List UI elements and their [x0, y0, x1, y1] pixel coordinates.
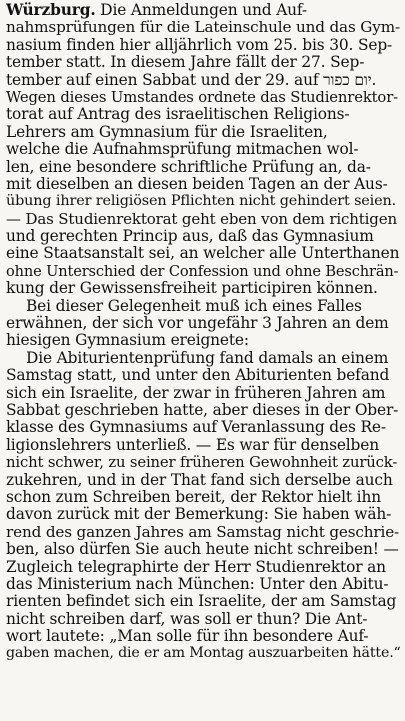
article-line: torat auf Antrag des israelitischen Religions- — [6, 106, 350, 124]
article-line: ohne Unterschied der Confession und ohne Beschrän- — [6, 262, 399, 280]
article-line: und gerechten Princip aus, daß das Gymnasium — [6, 228, 374, 246]
article-line: ben, also dürfen Sie auch heute nicht schreiben! — — [6, 541, 399, 559]
article-line: Samstag statt, und unter den Abiturienten befand — [6, 367, 390, 385]
article-line: Zugleich telegraphirte der Herr Studienrektor an — [6, 558, 386, 576]
article-line: schon zum Schreiben bereit, der Rektor hielt ihn — [6, 488, 381, 506]
article-line: Sabbat geschrieben hatte, aber dieses in der Ober- — [6, 401, 399, 419]
article-line: wort lautete: „Man solle für ihn besondere Auf- — [6, 628, 369, 646]
article-line: gaben machen, die er am Montag auszuarbeiten hätte.“ — [6, 645, 401, 662]
article-column — [6, 2, 401, 663]
article-line: zukehren, und in der That fand sich derselbe auch — [6, 471, 393, 489]
article-line: mit dieselben an diesen beiden Tagen an der Aus- — [6, 175, 388, 193]
article-line: Bei dieser Gelegenheit muß ich eines Falles — [26, 297, 362, 315]
article-line: nicht schwer, zu seiner früheren Gewohnheit zurück- — [6, 454, 398, 472]
article-line: erwähnen, der sich vor ungefähr 3 Jahren an dem — [6, 315, 389, 333]
article-line: hiesigen Gymnasium ereignete: — [6, 332, 249, 350]
article-line: davon zurück mit der Bemerkung: Sie haben wäh- — [6, 506, 392, 524]
article-line — [6, 2, 401, 19]
article-line: das Ministerium nach München: Unter den Abitu- — [6, 575, 389, 593]
article-line: len, eine besondere schriftliche Prüfung an, da- — [6, 158, 371, 176]
article-line: sich ein Israelite, der zwar in früheren Jahren am — [6, 384, 386, 402]
article-line: Lehrers am Gymnasium für die Israeliten, — [6, 123, 328, 141]
article-line: klasse des Gymnasiums auf Veranlassung des Re- — [6, 419, 386, 437]
dateline-rest: Die Anmeldungen und Auf- — [95, 2, 307, 19]
article-line: Wegen dieses Umstandes ordnete das Studienrektor- — [6, 88, 398, 106]
article-line: nahmsprüfungen für die Lateinschule und das Gym- — [6, 19, 400, 37]
article-line: rend des ganzen Jahres am Samstag nicht geschrie- — [6, 523, 400, 541]
article-line: tember auf einen Sabbat und der 29. auf יום כפור. — [6, 71, 377, 89]
article-line: nasium finden hier alljährlich vom 25. bis 30. Sep- — [6, 36, 393, 54]
article-line: welche die Aufnahmsprüfung mitmachen wol- — [6, 141, 359, 159]
article-line: Die Abiturientenprüfung fand damals an einem — [26, 349, 389, 367]
article-line: kung der Gewissensfreiheit participiren können. — [6, 280, 378, 298]
article-line: ligionslehrers unterließ. — Es war für denselben — [6, 436, 379, 454]
dateline: Würzburg. — [6, 2, 96, 19]
article-line: eine Staatsanstalt sei, an welcher alle Unterthanen — [6, 245, 400, 263]
article-line: tember statt. In diesem Jahre fällt der 27. Sep- — [6, 54, 365, 72]
article-line: rienten befindet sich ein Israelite, der am Samstag — [6, 593, 397, 611]
article-line: nicht schreiben darf, was soll er thun? Die Ant- — [6, 610, 368, 628]
article-line: übung ihrer religiösen Pflichten nicht gehindert seien. — [6, 193, 397, 210]
article-line: — Das Studienrektorat geht eben von dem richtigen — [6, 210, 397, 228]
